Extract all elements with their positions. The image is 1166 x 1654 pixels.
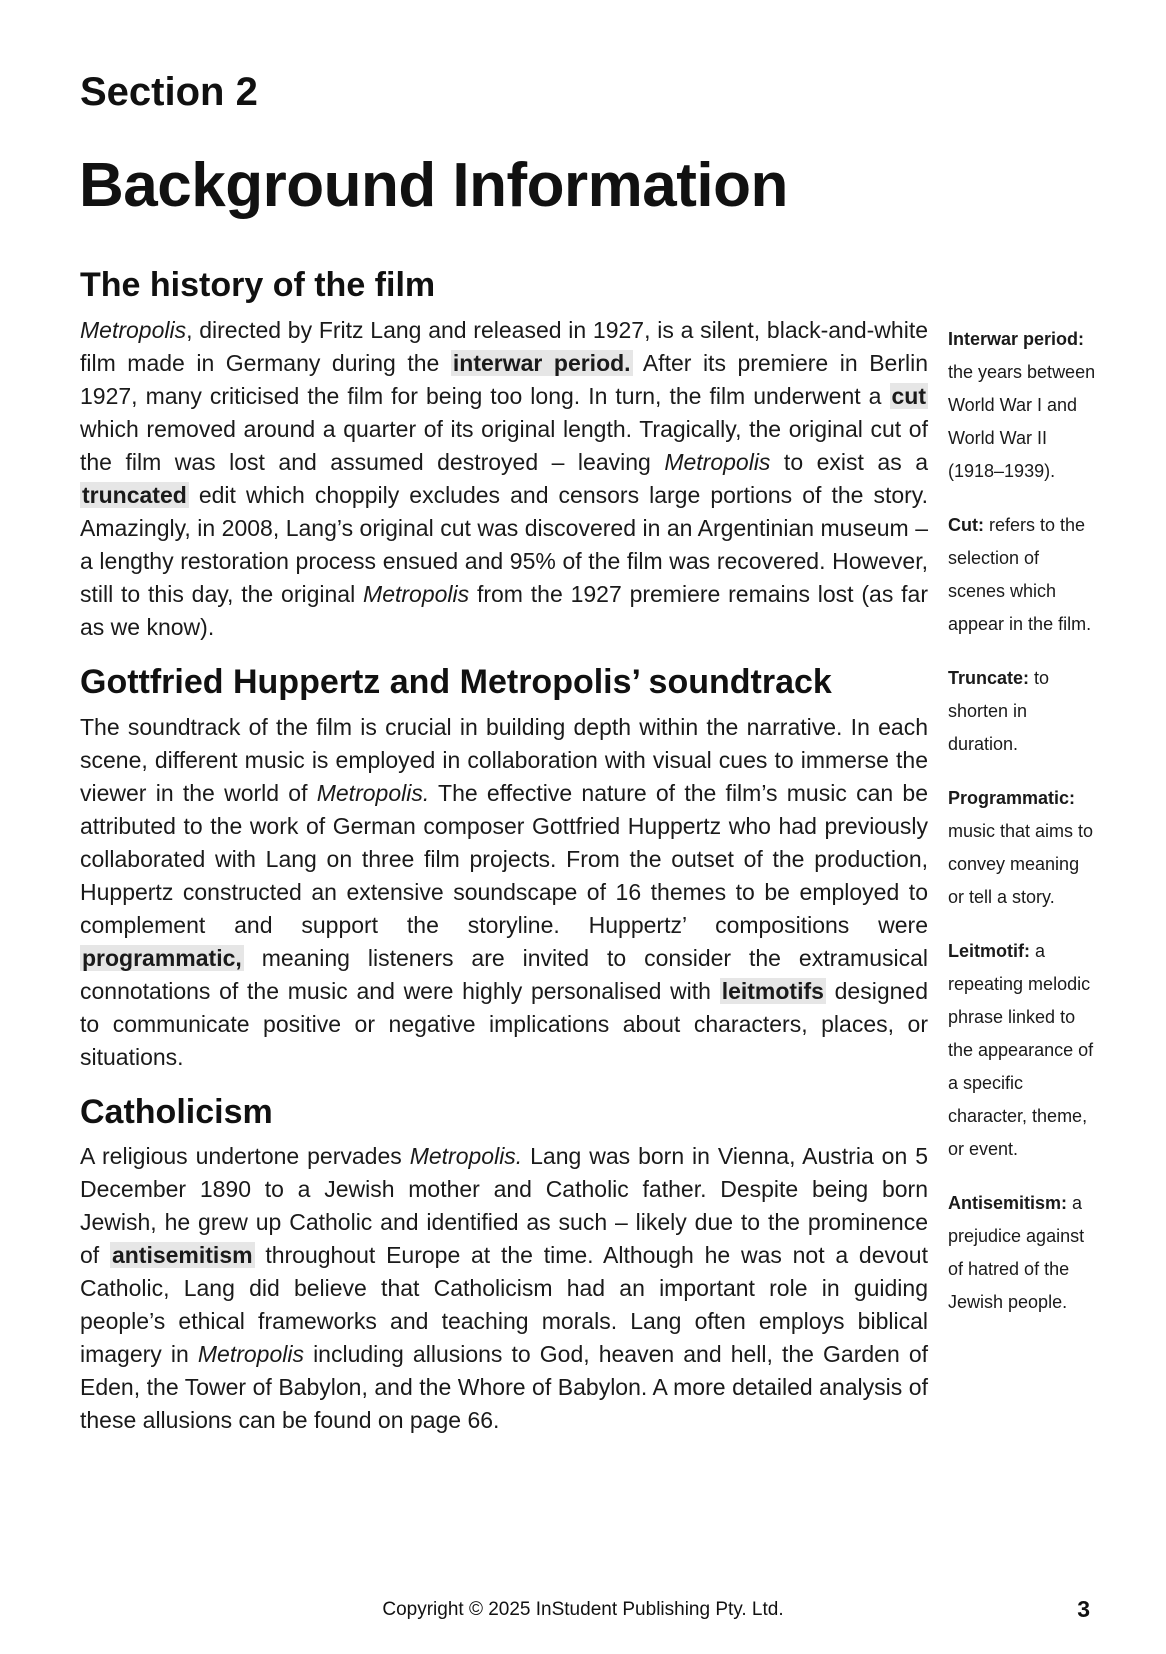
glossary-sidebar bbox=[948, 323, 1098, 1340]
film-title: Metropolis bbox=[197, 1341, 304, 1368]
film-title: Metropolis bbox=[664, 448, 771, 475]
paragraph-catholicism bbox=[80, 1140, 928, 1437]
text-run: After its premiere in Berlin 1927, many criticised the film for being too long. In turn, the film underwent a bbox=[80, 349, 928, 409]
glossary-term: Antisemitism: bbox=[948, 1193, 1068, 1213]
film-title: Metropolis. bbox=[409, 1143, 523, 1170]
film-title: Metropolis bbox=[363, 580, 470, 607]
glossary-entry-leitmotif bbox=[948, 935, 1098, 1166]
glossary-entry-interwar bbox=[948, 323, 1098, 488]
glossary-term: Interwar period: bbox=[948, 329, 1085, 349]
paragraph-soundtrack bbox=[80, 711, 928, 1074]
film-title: Metropolis bbox=[80, 316, 187, 343]
glossary-term: Cut: bbox=[948, 515, 984, 535]
text-run: meaning listeners are invited to consider the extramusical connotations of the music and were highly personalised with bbox=[80, 944, 928, 1004]
copyright-footer: Copyright © 2025 InStudent Publishing Pty. Ltd. bbox=[382, 1599, 784, 1620]
text-run: throughout Europe at the time. Although he was not a devout Catholic, Lang did believe that Catholicism had an important role in guiding people’s ethical frameworks and teaching morals. Lang often employs biblical imagery in bbox=[80, 1242, 928, 1368]
glossary-definition: to shorten in duration. bbox=[948, 668, 1050, 754]
glossary-definition: a repeating melodic phrase linked to the appearance of a specific character, theme, or event. bbox=[948, 941, 1094, 1159]
page-title: Background Information bbox=[79, 151, 788, 220]
glossary-definition: refers to the selection of scenes which appear in the film. bbox=[948, 515, 1092, 634]
text-run: designed to communicate positive or negative implications about characters, places, or situations. bbox=[80, 977, 928, 1070]
glossary-definition: the years between World War I and World War II (1918–1939). bbox=[948, 362, 1096, 481]
glossary-entry-cut bbox=[948, 509, 1098, 641]
text-run: The soundtrack of the film is crucial in building depth within the narrative. In each scene, different music is employed in collaboration with visual cues to immerse the viewer in the world of bbox=[80, 713, 928, 806]
highlight-programmatic: programmatic, bbox=[82, 944, 242, 971]
glossary-entry-antisemitism bbox=[948, 1187, 1098, 1319]
film-title: Metropolis. bbox=[316, 779, 430, 806]
text-run: edit which choppily excludes and censors large portions of the story. Amazingly, in 2008, Lang’s original cut was discovered in an Argentinian museum – a lengthy restoration process ensued and 95% of the film was recovered. However, still to this day, the original bbox=[80, 481, 928, 607]
glossary-term: Programmatic: bbox=[948, 788, 1076, 808]
highlight-truncated: truncated bbox=[82, 481, 187, 508]
text-run: to exist as a bbox=[770, 448, 928, 475]
heading-catholicism: Catholicism bbox=[80, 1092, 273, 1131]
text-run: The effective nature of the film’s music can be attributed to the work of German composer Gottfried Huppertz who had previously collaborated with Lang on three film projects. From the outset of the production, Huppertz constructed an extensive soundscape of 16 themes to be employed to complement and support the storyline. Huppertz’ compositions were bbox=[80, 779, 928, 938]
highlight-cut: cut bbox=[891, 382, 926, 409]
highlight-antisemitism: antisemitism bbox=[111, 1242, 253, 1269]
heading-soundtrack: Gottfried Huppertz and Metropolis’ soundtrack bbox=[80, 662, 832, 701]
paragraph-history bbox=[80, 314, 928, 644]
glossary-entry-programmatic bbox=[948, 782, 1098, 914]
glossary-term: Leitmotif: bbox=[948, 941, 1030, 961]
text-run: A religious undertone pervades bbox=[80, 1143, 410, 1170]
section-label: Section 2 bbox=[80, 70, 258, 114]
heading-history: The history of the film bbox=[80, 266, 436, 304]
text-run: which removed around a quarter of its original length. Tragically, the original cut of the film was lost and assumed destroyed – leaving bbox=[80, 415, 928, 475]
page-number: 3 bbox=[1077, 1596, 1090, 1622]
glossary-term: Truncate: bbox=[948, 668, 1030, 688]
text-run: from the 1927 premiere remains lost (as far as we know). bbox=[80, 580, 928, 640]
glossary-entry-truncate bbox=[948, 662, 1098, 761]
text-run: Lang was born in Vienna, Austria on 5 December 1890 to a Jewish mother and Catholic father. Despite being born Jewish, he grew up Catholic and identified as such – likely due to the prominence of bbox=[80, 1143, 928, 1269]
highlight-interwar-period: interwar period. bbox=[452, 349, 631, 376]
highlight-leitmotifs: leitmotifs bbox=[721, 977, 824, 1004]
main-content bbox=[80, 265, 928, 1437]
glossary-definition: a prejudice against of hatred of the Jewish people. bbox=[948, 1193, 1085, 1312]
glossary-definition: music that aims to convey meaning or tell a story. bbox=[948, 821, 1094, 907]
text-run: including allusions to God, heaven and hell, the Garden of Eden, the Tower of Babylon, and the Whore of Babylon. A more detailed analysis of these allusions can be found on page 66. bbox=[80, 1341, 929, 1434]
text-run: , directed by Fritz Lang and released in 1927, is a silent, black-and-white film made in Germany during the bbox=[80, 316, 928, 376]
